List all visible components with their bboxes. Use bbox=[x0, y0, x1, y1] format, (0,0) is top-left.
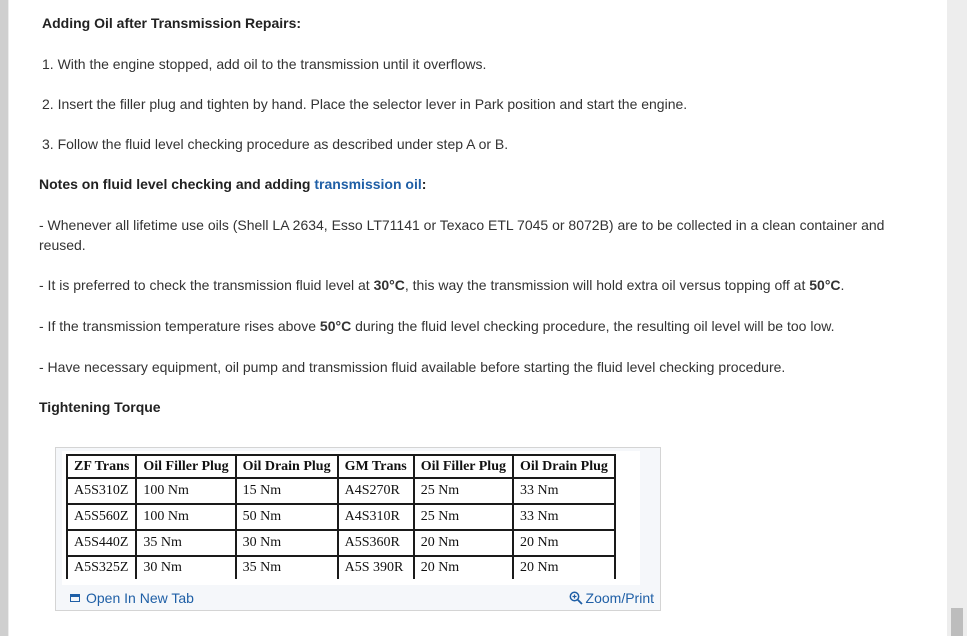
table-cell: 15 Nm bbox=[236, 478, 338, 504]
table-cell: A5S310Z bbox=[67, 478, 136, 504]
note-text: - It is preferred to check the transmission fluid level at bbox=[39, 277, 374, 293]
table-cell: A4S310R bbox=[338, 504, 414, 530]
repair-step-3: 3. Follow the fluid level checking procedure as described under step A or B. bbox=[42, 136, 509, 152]
notes-heading-colon: : bbox=[421, 176, 427, 192]
zoom-print-label: Zoom/Print bbox=[585, 590, 654, 606]
notes-heading bbox=[39, 174, 919, 194]
table-row bbox=[67, 556, 615, 579]
repair-step-2: 2. Insert the filler plug and tighten by hand. Place the selector lever in Park position and start the engine. bbox=[42, 96, 688, 112]
table-cell: A5S360R bbox=[338, 530, 414, 556]
table-cell: 100 Nm bbox=[136, 504, 235, 530]
open-in-new-tab-label: Open In New Tab bbox=[86, 590, 194, 606]
note-item-preferred-temp bbox=[39, 275, 919, 295]
magnifier-zoom-icon bbox=[569, 591, 583, 605]
table-cell: 30 Nm bbox=[136, 556, 235, 579]
article-page bbox=[9, 0, 947, 636]
table-cell: 20 Nm bbox=[513, 530, 615, 556]
col-zf-drain: Oil Drain Plug bbox=[236, 455, 338, 478]
table-cell: 35 Nm bbox=[236, 556, 338, 579]
table-row bbox=[67, 504, 615, 530]
col-gm-filler: Oil Filler Plug bbox=[414, 455, 513, 478]
zoom-print-link[interactable] bbox=[569, 590, 654, 606]
table-cell: 20 Nm bbox=[414, 556, 513, 579]
torque-figure bbox=[55, 447, 661, 611]
col-gm-trans: GM Trans bbox=[338, 455, 414, 478]
table-cell: 100 Nm bbox=[136, 478, 235, 504]
temp-50: 50°C bbox=[319, 318, 352, 334]
note-item-equipment: - Have necessary equipment, oil pump and transmission fluid available before starting the fluid level checking procedure. bbox=[39, 359, 786, 375]
note-item-lifetime-oils: - Whenever all lifetime use oils (Shell LA 2634, Esso LT71141 or Texaco ETL 7045 or 8072B) are to be collected in a clean container and reused. bbox=[39, 217, 885, 253]
note-text: . bbox=[840, 277, 845, 293]
table-cell: 50 Nm bbox=[236, 504, 338, 530]
table-cell: 33 Nm bbox=[513, 504, 615, 530]
col-gm-drain: Oil Drain Plug bbox=[513, 455, 615, 478]
table-cell: 20 Nm bbox=[513, 556, 615, 579]
table-cell: A5S440Z bbox=[67, 530, 136, 556]
table-cell: 33 Nm bbox=[513, 478, 615, 504]
table-cell: A5S 390R bbox=[338, 556, 414, 579]
torque-table-image[interactable] bbox=[62, 451, 640, 585]
table-header-row bbox=[67, 455, 615, 478]
table-cell: 30 Nm bbox=[236, 530, 338, 556]
table-row bbox=[67, 478, 615, 504]
table-cell: 20 Nm bbox=[414, 530, 513, 556]
scrollbar-thumb[interactable] bbox=[951, 608, 963, 636]
col-zf-filler: Oil Filler Plug bbox=[136, 455, 235, 478]
temp-50: 50°C bbox=[809, 277, 841, 293]
left-page-gutter bbox=[0, 0, 8, 636]
table-cell: 25 Nm bbox=[414, 478, 513, 504]
note-text: , this way the transmission will hold extra oil versus topping off at bbox=[404, 277, 810, 293]
open-new-tab-icon bbox=[70, 594, 80, 602]
notes-heading-text: Notes on fluid level checking and adding bbox=[39, 176, 315, 192]
note-text: during the fluid level checking procedure, the resulting oil level will be too low. bbox=[351, 318, 835, 334]
torque-heading: Tightening Torque bbox=[39, 399, 161, 415]
table-row bbox=[67, 530, 615, 556]
repairs-heading: Adding Oil after Transmission Repairs: bbox=[42, 15, 302, 31]
note-text: - If the transmission temperature rises above bbox=[39, 318, 320, 334]
table-cell: 35 Nm bbox=[136, 530, 235, 556]
repair-step-1: 1. With the engine stopped, add oil to the transmission until it overflows. bbox=[42, 56, 487, 72]
table-cell: A5S325Z bbox=[67, 556, 136, 579]
torque-table bbox=[66, 454, 616, 579]
note-item-temp-rise bbox=[39, 316, 919, 336]
table-cell: 25 Nm bbox=[414, 504, 513, 530]
col-zf-trans: ZF Trans bbox=[67, 455, 136, 478]
table-cell: A5S560Z bbox=[67, 504, 136, 530]
temp-30: 30°C bbox=[373, 277, 405, 293]
figure-footer bbox=[56, 586, 660, 610]
transmission-oil-link[interactable]: transmission oil bbox=[314, 176, 422, 192]
table-cell: A4S270R bbox=[338, 478, 414, 504]
open-in-new-tab-link[interactable] bbox=[70, 590, 194, 606]
scrollbar-track[interactable] bbox=[947, 0, 967, 636]
